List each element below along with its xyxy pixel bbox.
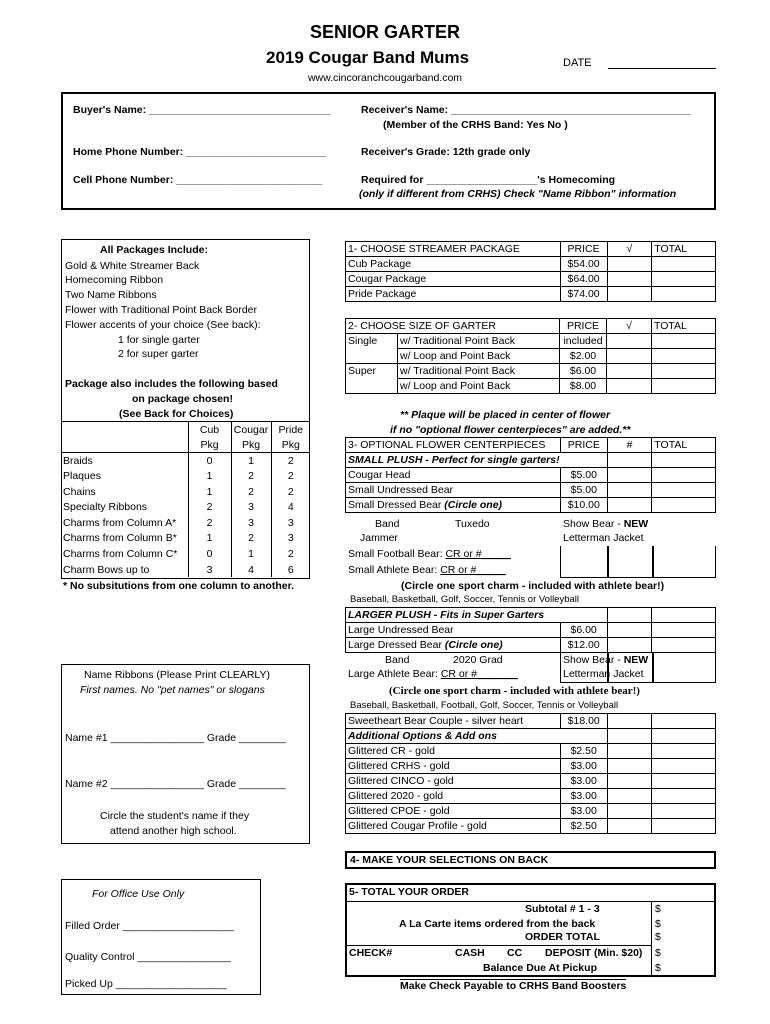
check-number-field[interactable]: CHECK#	[349, 947, 393, 959]
centerpieces-section	[345, 437, 716, 837]
section-title: 3- OPTIONAL FLOWER CENTERPIECES	[346, 438, 561, 453]
office-use-heading: For Office Use Only	[92, 888, 185, 900]
pride-value: 6	[271, 562, 310, 578]
total-cell[interactable]	[652, 257, 716, 272]
table-row	[346, 819, 716, 834]
table-row	[346, 272, 716, 287]
item-price: $5.00	[560, 483, 607, 498]
show-bear-label: Show Bear -	[563, 518, 624, 530]
table-row	[346, 608, 716, 623]
col-price: PRICE	[560, 242, 607, 257]
pride-value: 2	[271, 546, 310, 562]
cougar-value: 3	[231, 515, 271, 531]
qty-cell[interactable]	[607, 804, 652, 819]
athlete-bear[interactable]	[348, 564, 506, 576]
row-label: Charm Bows up to	[61, 562, 188, 578]
item-label: Glittered 2020 - gold	[346, 789, 561, 804]
table-row	[346, 804, 716, 819]
cc-option[interactable]: CC	[507, 947, 523, 959]
table-row	[346, 744, 716, 759]
athlete-cr[interactable]: CR or #_____	[440, 564, 506, 576]
include-item: Gold & White Streamer Back	[65, 260, 200, 272]
option-price: $54.00	[560, 257, 607, 272]
item-label: Glittered CR - gold	[346, 744, 561, 759]
garter-option: w/ Traditional Point Back	[398, 364, 560, 379]
centerpieces-table	[345, 437, 716, 513]
large-bear-option[interactable]: 2020 Grad	[453, 654, 503, 666]
item-label: Glittered Cougar Profile - gold	[346, 819, 561, 834]
item-label: Sweetheart Bear Couple - silver heart	[346, 714, 561, 729]
small-qty-box[interactable]	[607, 546, 654, 578]
garter-option: w/ Traditional Point Back	[398, 334, 560, 349]
item-price: $2.50	[560, 819, 607, 834]
table-header-row	[61, 437, 310, 453]
pride-value: 3	[271, 531, 310, 547]
packages-include-box	[61, 239, 310, 579]
row-label: Plaques	[61, 468, 188, 484]
option-label: Cougar Package	[346, 272, 561, 287]
table-row	[346, 379, 716, 394]
table-row	[346, 774, 716, 789]
cougar-value: 3	[231, 499, 271, 515]
order-total-amount[interactable]: $	[655, 931, 661, 943]
qty-cell[interactable]	[607, 498, 652, 513]
football-bear[interactable]	[348, 548, 511, 560]
deposit-amount[interactable]: $	[655, 947, 661, 959]
check-cell[interactable]	[607, 349, 652, 364]
header-pkg: Pkg	[271, 437, 310, 453]
package-also-includes: Package also includes the following based	[65, 378, 278, 390]
item-label: Small Undressed Bear	[346, 483, 561, 498]
qty-cell[interactable]	[607, 638, 652, 653]
show-bear-label: Show Bear -	[563, 654, 624, 666]
subtotal-label: Subtotal # 1 - 3	[525, 903, 600, 915]
total-cell[interactable]	[652, 483, 716, 498]
check-cell[interactable]	[607, 379, 652, 394]
qty-cell[interactable]	[607, 774, 652, 789]
option-label: Cub Package	[346, 257, 561, 272]
cub-value: 0	[188, 546, 231, 562]
table-row	[346, 453, 716, 468]
table-row	[346, 638, 716, 653]
pride-value: 2	[271, 453, 310, 469]
item-label: Glittered CINCO - gold	[346, 774, 561, 789]
sports-list-2: Baseball, Basketball, Football, Golf, Soccer, Tennis or Volleyball	[350, 700, 619, 711]
table-row	[61, 453, 310, 469]
check-cell[interactable]	[607, 257, 652, 272]
dressed-bear-option[interactable]: Tuxedo	[455, 518, 490, 530]
name-2-field[interactable]: Name #2 ________________ Grade ________	[65, 778, 286, 790]
garter-size: Single	[346, 334, 398, 349]
include-sub-item: 1 for single garter	[118, 334, 200, 346]
circle-one: (Circle one)	[444, 639, 503, 651]
see-back-choices: (See Back for Choices)	[119, 408, 234, 420]
no-substitutions-note: * No subsitutions from one column to another.	[63, 580, 295, 592]
header-pkg: Pkg	[231, 437, 271, 453]
circle-one: (Circle one)	[444, 499, 503, 511]
pride-value: 2	[271, 468, 310, 484]
table-row	[61, 499, 310, 515]
table-row	[346, 349, 716, 364]
table-row	[61, 515, 310, 531]
cub-value: 3	[188, 562, 231, 578]
garter-size	[346, 379, 398, 394]
cell-phone-field[interactable]: Cell Phone Number: _________________________	[73, 174, 323, 186]
large-price-box	[560, 652, 609, 683]
subtotal-amount[interactable]: $	[655, 903, 661, 915]
alacarte-amount[interactable]: $	[655, 918, 661, 930]
table-row	[346, 729, 716, 744]
total-cell[interactable]	[652, 759, 716, 774]
total-cell[interactable]	[652, 498, 716, 513]
total-cell[interactable]	[652, 334, 716, 349]
qty-cell[interactable]	[607, 759, 652, 774]
include-item: Flower with Traditional Point Back Border	[65, 304, 257, 316]
total-cell[interactable]	[652, 744, 716, 759]
item-price: $3.00	[560, 789, 607, 804]
cub-value: 1	[188, 531, 231, 547]
office-use-box	[61, 879, 261, 995]
quality-control-field[interactable]: Quality Control ________________	[65, 951, 231, 963]
total-cell[interactable]	[652, 349, 716, 364]
large-total-box[interactable]	[652, 652, 716, 683]
item-price: $10.00	[560, 498, 607, 513]
garter-size	[346, 349, 398, 364]
garter-size-table	[345, 318, 716, 394]
larger-plush-heading: LARGER PLUSH - Fits in Super Garters	[346, 608, 608, 623]
section-title: 1- CHOOSE STREAMER PACKAGE	[346, 242, 561, 257]
col-total: TOTAL	[652, 438, 716, 453]
small-total-box[interactable]	[652, 546, 716, 578]
item-label: Glittered CPOE - gold	[346, 804, 561, 819]
total-cell[interactable]	[652, 804, 716, 819]
table-row	[346, 257, 716, 272]
col-price: PRICE	[560, 319, 607, 334]
cub-value: 1	[188, 484, 231, 500]
total-cell[interactable]	[652, 789, 716, 804]
filled-order-field[interactable]: Filled Order ___________________	[65, 920, 234, 932]
cougar-value: 2	[231, 468, 271, 484]
dressed-bear-option[interactable]: Letterman Jacket	[563, 532, 644, 544]
package-contents-table	[61, 421, 310, 577]
section-title: 2- CHOOSE SIZE OF GARTER	[346, 319, 560, 334]
col-total: TOTAL	[652, 319, 716, 334]
qty-cell[interactable]	[607, 744, 652, 759]
item-price: $6.00	[560, 623, 607, 638]
table-row	[346, 287, 716, 302]
addons-heading: Additional Options & Add ons	[346, 729, 608, 744]
cougar-value: 1	[231, 453, 271, 469]
name-ribbons-heading: Name Ribbons (Please Print CLEARLY)	[84, 669, 270, 681]
qty-cell[interactable]	[607, 623, 652, 638]
home-phone-field[interactable]: Home Phone Number: ________________________	[73, 146, 327, 158]
dressed-bear-option[interactable]: Band	[375, 518, 400, 530]
pride-value: 4	[271, 499, 310, 515]
receiver-grade: Receiver's Grade: 12th grade only	[361, 146, 531, 158]
cougar-value: 2	[231, 531, 271, 547]
col-num: #	[607, 438, 652, 453]
table-header-row	[346, 438, 716, 453]
option-label: Pride Package	[346, 287, 561, 302]
table-row	[346, 483, 716, 498]
garter-size: Super	[346, 364, 398, 379]
total-cell[interactable]	[652, 379, 716, 394]
cub-value: 0	[188, 453, 231, 469]
header-cub: Cub	[188, 422, 231, 438]
col-check: √	[607, 319, 652, 334]
table-header-row	[346, 242, 716, 257]
large-athlete-label: Large Athlete Bear:	[348, 668, 441, 680]
total-order-title: 5- TOTAL YOUR ORDER	[349, 886, 469, 898]
col-price: PRICE	[560, 438, 607, 453]
row-label: Chains	[61, 484, 188, 500]
total-cell[interactable]	[652, 623, 716, 638]
packages-include-heading: All Packages Include:	[100, 244, 208, 256]
cougar-value: 2	[231, 484, 271, 500]
cash-option[interactable]: CASH	[455, 947, 485, 959]
item-price: $18.00	[560, 714, 607, 729]
total-order-box	[345, 883, 716, 977]
date-field[interactable]	[608, 68, 716, 69]
item-price: $5.00	[560, 468, 607, 483]
col-check: √	[607, 242, 652, 257]
larger-plush-table	[345, 607, 716, 653]
circle-name-note: Circle the student's name if they	[100, 810, 250, 822]
check-cell[interactable]	[607, 334, 652, 349]
dressed-bear-option[interactable]	[563, 518, 648, 530]
balance-amount[interactable]: $	[655, 962, 661, 974]
item-price: $2.50	[560, 744, 607, 759]
alacarte-label: A La Carte items ordered from the back	[399, 918, 596, 930]
streamer-package-table	[345, 241, 716, 302]
table-row	[346, 623, 716, 638]
homecoming-field[interactable]: Required for ___________________'s Homecoming	[361, 174, 616, 186]
include-item: Two Name Ribbons	[65, 289, 157, 301]
check-cell[interactable]	[607, 272, 652, 287]
item-label: Glittered CRHS - gold	[346, 759, 561, 774]
header-cougar: Cougar	[231, 422, 271, 438]
table-header-row	[346, 319, 716, 334]
row-label: Charms from Column C*	[61, 546, 188, 562]
include-sub-item: 2 for super garter	[118, 348, 199, 360]
name-ribbons-instructions: First names. No "pet names" or slogans	[80, 684, 265, 696]
table-row	[346, 714, 716, 729]
check-cell[interactable]	[607, 364, 652, 379]
buyer-name-field[interactable]: Buyer's Name: _______________________________	[73, 104, 331, 116]
item-label: Small Dressed Bear	[348, 499, 442, 511]
qty-cell[interactable]	[607, 789, 652, 804]
item-label: Cougar Head	[346, 468, 561, 483]
athlete-label: Small Athlete Bear:	[348, 564, 441, 576]
table-row	[346, 334, 716, 349]
football-label: Small Football Bear:	[348, 548, 446, 560]
website: www.cincoranchcougarband.com	[307, 72, 463, 84]
homecoming-note: (only if different from CRHS) Check "Name Ribbon" information	[359, 188, 677, 200]
large-bear-option[interactable]: Letterman Jacket	[563, 668, 644, 680]
plaque-note-2: if no "optional flower centerpieces" are added.**	[390, 424, 631, 436]
total-cell[interactable]	[652, 638, 716, 653]
garter-option: w/ Loop and Point Back	[398, 379, 560, 394]
item-label: Large Undressed Bear	[346, 623, 561, 638]
make-selections-banner: 4- MAKE YOUR SELECTIONS ON BACK	[345, 851, 716, 869]
table-row	[346, 759, 716, 774]
new-badge: NEW	[623, 518, 649, 530]
table-header-row	[61, 422, 310, 438]
cougar-value: 1	[231, 546, 271, 562]
qty-cell[interactable]	[607, 819, 652, 834]
total-cell[interactable]	[652, 468, 716, 483]
header-pkg: Pkg	[188, 437, 231, 453]
header-pride: Pride	[271, 422, 310, 438]
buyer-info-box	[61, 92, 716, 210]
payable-note: Make Check Payable to CRHS Band Boosters	[400, 980, 627, 992]
garter-price: $6.00	[560, 364, 607, 379]
plaque-note: ** Plaque will be placed in center of flower	[400, 409, 611, 421]
small-price-box	[560, 546, 609, 578]
large-athlete-bear[interactable]	[348, 668, 518, 680]
table-row	[346, 468, 716, 483]
total-cell[interactable]	[652, 287, 716, 302]
name-1-field[interactable]: Name #1 ________________ Grade ________	[65, 732, 286, 744]
total-cell[interactable]	[652, 819, 716, 834]
row-label: Charms from Column B*	[61, 531, 188, 547]
circle-name-note-2: attend another high school.	[110, 825, 237, 837]
table-row	[61, 546, 310, 562]
table-row	[61, 531, 310, 547]
page-subtitle: 2019 Cougar Band Mums	[266, 48, 470, 67]
table-row	[346, 789, 716, 804]
option-price: $64.00	[560, 272, 607, 287]
col-total: TOTAL	[652, 242, 716, 257]
small-plush-heading: SMALL PLUSH - Perfect for single garters!	[346, 453, 608, 468]
total-cell[interactable]	[652, 272, 716, 287]
addons-table	[345, 713, 716, 834]
table-row	[346, 364, 716, 379]
item-label: Large Dressed Bear	[348, 639, 442, 651]
date-label: DATE	[563, 57, 592, 69]
sport-charm-note: (Circle one sport charm - included with athlete bear!)	[401, 580, 665, 592]
check-cell[interactable]	[607, 287, 652, 302]
large-qty-box[interactable]	[607, 652, 654, 683]
garter-price: $2.00	[560, 349, 607, 364]
balance-label: Balance Due At Pickup	[483, 962, 597, 974]
item-price: $3.00	[560, 804, 607, 819]
sports-list: Baseball, Basketball, Golf, Soccer, Tennis or Volleyball	[350, 594, 580, 605]
receiver-name-field[interactable]: Receiver's Name: _________________________________________	[361, 104, 691, 116]
table-row	[61, 484, 310, 500]
option-price: $74.00	[560, 287, 607, 302]
page-title: SENIOR GARTER	[309, 22, 460, 42]
dressed-bear-option[interactable]: Jammer	[360, 532, 398, 544]
total-cell[interactable]	[652, 774, 716, 789]
pride-value: 2	[271, 484, 310, 500]
band-member-question[interactable]: (Member of the CRHS Band: Yes No )	[383, 119, 568, 131]
picked-up-field[interactable]: Picked Up ___________________	[65, 978, 227, 990]
include-item: Homecoming Ribbon	[65, 274, 164, 286]
cub-value: 2	[188, 499, 231, 515]
garter-price: included	[560, 334, 607, 349]
cub-value: 2	[188, 515, 231, 531]
sport-charm-note-2: (Circle one sport charm - included with athlete bear!)	[389, 685, 640, 697]
new-badge: NEW	[623, 654, 649, 666]
deposit-label: DEPOSIT (Min. $20)	[545, 947, 643, 959]
row-label: Specialty Ribbons	[61, 499, 188, 515]
include-item: Flower accents of your choice (See back):	[65, 319, 261, 331]
name-ribbons-box	[61, 664, 310, 844]
qty-cell[interactable]	[607, 714, 652, 729]
item-price: $3.00	[560, 774, 607, 789]
package-also-includes-2: on package chosen!	[132, 393, 233, 405]
total-cell[interactable]	[652, 364, 716, 379]
football-cr[interactable]: CR or #_____	[445, 548, 511, 560]
item-price: $3.00	[560, 759, 607, 774]
cougar-value: 4	[231, 562, 271, 578]
large-bear-option[interactable]: Band	[385, 654, 410, 666]
qty-cell[interactable]	[607, 468, 652, 483]
pride-value: 3	[271, 515, 310, 531]
order-total-label: ORDER TOTAL	[525, 931, 600, 943]
cub-value: 1	[188, 468, 231, 484]
qty-cell[interactable]	[607, 483, 652, 498]
large-athlete-cr[interactable]: CR or #_______	[440, 668, 518, 680]
item-price: $12.00	[560, 638, 607, 653]
garter-price: $8.00	[560, 379, 607, 394]
table-row	[61, 562, 310, 578]
table-row	[61, 468, 310, 484]
garter-option: w/ Loop and Point Back	[398, 349, 560, 364]
row-label: Charms from Column A*	[61, 515, 188, 531]
row-label: Braids	[61, 453, 188, 469]
table-row	[346, 498, 716, 513]
total-cell[interactable]	[652, 714, 716, 729]
